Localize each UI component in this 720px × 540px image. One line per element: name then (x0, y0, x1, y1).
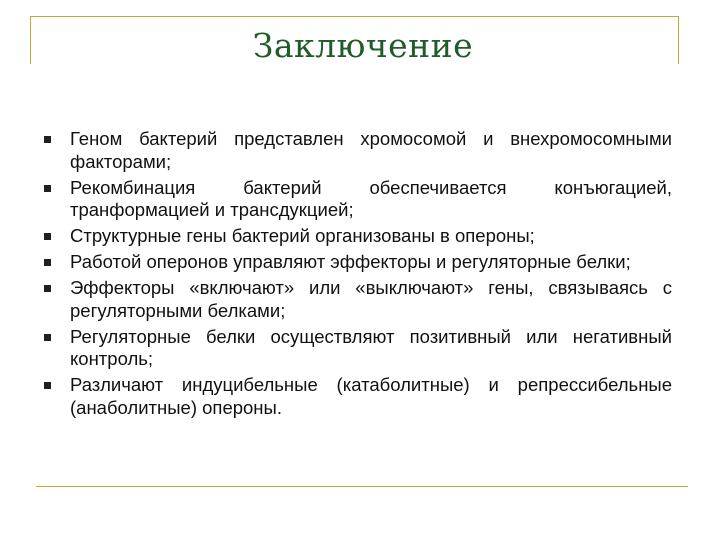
square-bullet-icon (44, 259, 51, 266)
list-item-text: Работой оперонов управляют эффекторы и регуляторные белки; (70, 251, 631, 272)
list-item-text: Структурные гены бактерий организованы в опероны; (70, 225, 535, 246)
list-item (40, 277, 672, 322)
list-item-text: Рекомбинация бактерий обеспечивается конъюгацией, транформацией и трансдукцией; (70, 176, 672, 220)
list-item (40, 128, 672, 173)
slide-title: Заключение (252, 26, 474, 65)
square-bullet-icon (44, 285, 51, 292)
list-item-text: Регуляторные белки осуществляют позитивный или негативный контроль; (70, 325, 672, 369)
list-item (40, 374, 672, 419)
frame-bottom-line (36, 486, 688, 487)
square-bullet-icon (44, 185, 51, 192)
square-bullet-icon (44, 382, 51, 389)
list-item-text: Эффекторы «включают» или «выключают» гены, связываясь с регуляторными белками; (70, 277, 672, 321)
list-item (40, 177, 672, 222)
square-bullet-icon (44, 233, 51, 240)
list-item (40, 251, 672, 274)
list-item (40, 326, 672, 371)
square-bullet-icon (44, 334, 51, 341)
list-item (40, 225, 672, 248)
frame-top-line (30, 16, 679, 17)
list-item-text: Различают индуцибельные (катаболитные) и репрессибельные (анаболитные) опероны. (70, 374, 672, 418)
list-item-text: Геном бактерий представлен хромосомой и внехромосомными факторами; (70, 128, 672, 172)
bullet-list (40, 128, 672, 423)
square-bullet-icon (44, 136, 51, 143)
